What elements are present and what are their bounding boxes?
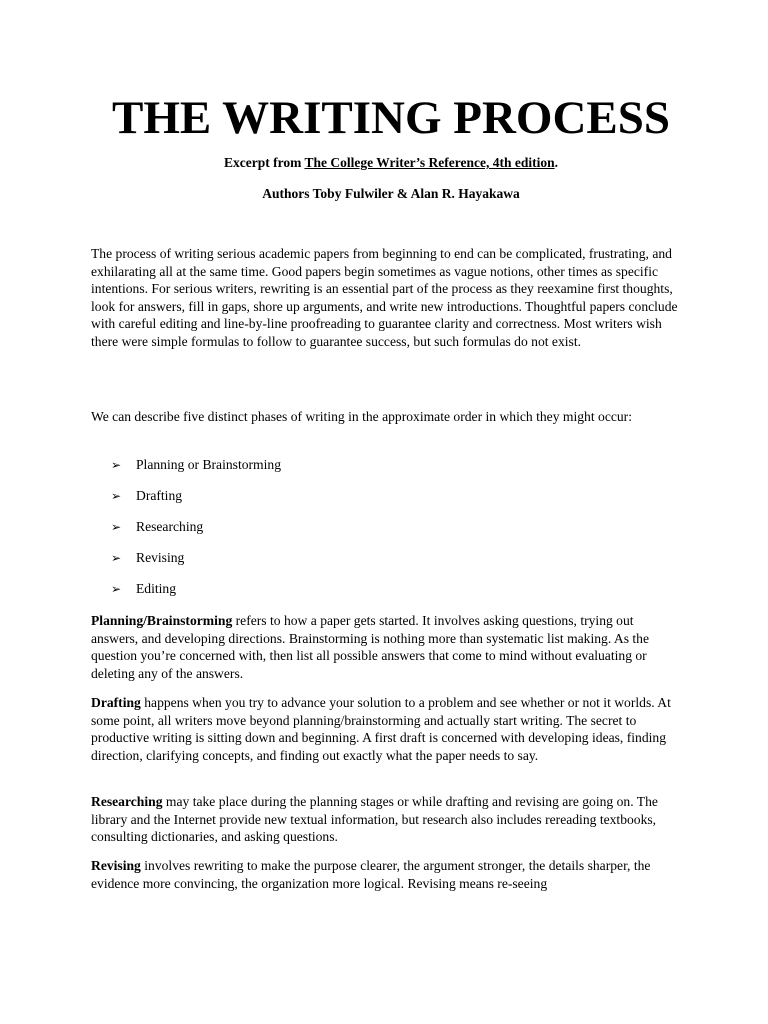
phase-label: Planning or Brainstorming <box>136 457 281 472</box>
phase-label: Editing <box>136 581 177 596</box>
section-term: Researching <box>91 794 163 809</box>
document-title: THE WRITING PROCESS <box>111 92 671 144</box>
section-text: happens when you try to advance your solution to a problem and see whether or not it worlds. At some point, all writers move beyond planning/brainstorming and actually start writing. The secret to productive writing is sitting down and beginning. A first draft is concerned with developing ideas, finding direction, clarifying concepts, and finding out exactly what the paper needs to say. <box>91 695 671 763</box>
phase-label: Researching <box>136 519 204 534</box>
section-text: refers to how a paper gets started. It involves asking questions, trying out answers, and developing directions. Brainstorming is nothing more than systematic list making. As the question you’re concerned with, then list all possible answers that come to mind without evaluating or deleting any of the answers. <box>91 613 650 681</box>
arrow-bullet-icon: ➢ <box>111 551 122 565</box>
authors-line: Authors Toby Fulwiler & Alan R. Hayakawa <box>262 186 520 201</box>
intro-paragraph: The process of writing serious academic papers from beginning to end can be complicated, frustrating, and exhilarating all at the same time. Good papers begin sometimes as vague notions, other times as specific intentions. For serious writers, rewriting is an essential part of the process as they reexamine first thoughts, look for answers, fill in gaps, shore up arguments, and write new introductions. Thoughtful papers conclude with careful editing and line-by-line proofreading to guarantee clarity and correctness. Most writers wish there were simple formulas to follow to guarantee success, but such formulas do not exist. <box>91 246 678 349</box>
arrow-bullet-icon: ➢ <box>111 582 122 596</box>
arrow-bullet-icon: ➢ <box>111 458 122 472</box>
phase-label: Drafting <box>136 488 183 503</box>
arrow-bullet-icon: ➢ <box>111 489 122 503</box>
book-title: The College Writer’s Reference, 4th edition <box>304 155 555 170</box>
excerpt-prefix: Excerpt from <box>223 155 305 170</box>
section-revising <box>91 857 683 892</box>
excerpt-suffix: . <box>554 155 559 170</box>
section-term: Revising <box>91 858 141 873</box>
arrow-bullet-icon: ➢ <box>111 520 122 534</box>
section-drafting <box>91 694 683 764</box>
section-planning <box>91 612 683 682</box>
section-text: involves rewriting to make the purpose clearer, the argument stronger, the details sharper, the evidence more convincing, the organization more logical. Revising means re-seeing <box>91 858 651 891</box>
excerpt-line <box>91 154 691 172</box>
phases-intro-paragraph: We can describe five distinct phases of writing in the approximate order in which they might occur: <box>91 409 632 424</box>
section-term: Drafting <box>91 695 141 710</box>
section-term: Planning/Brainstorming <box>91 613 233 628</box>
section-researching <box>91 793 683 846</box>
phase-label: Revising <box>136 550 185 565</box>
section-text: may take place during the planning stages or while drafting and revising are going on. The library and the Internet provide new textual information, but research also includes rereading textbooks, consulting dictionaries, and asking questions. <box>91 794 658 845</box>
